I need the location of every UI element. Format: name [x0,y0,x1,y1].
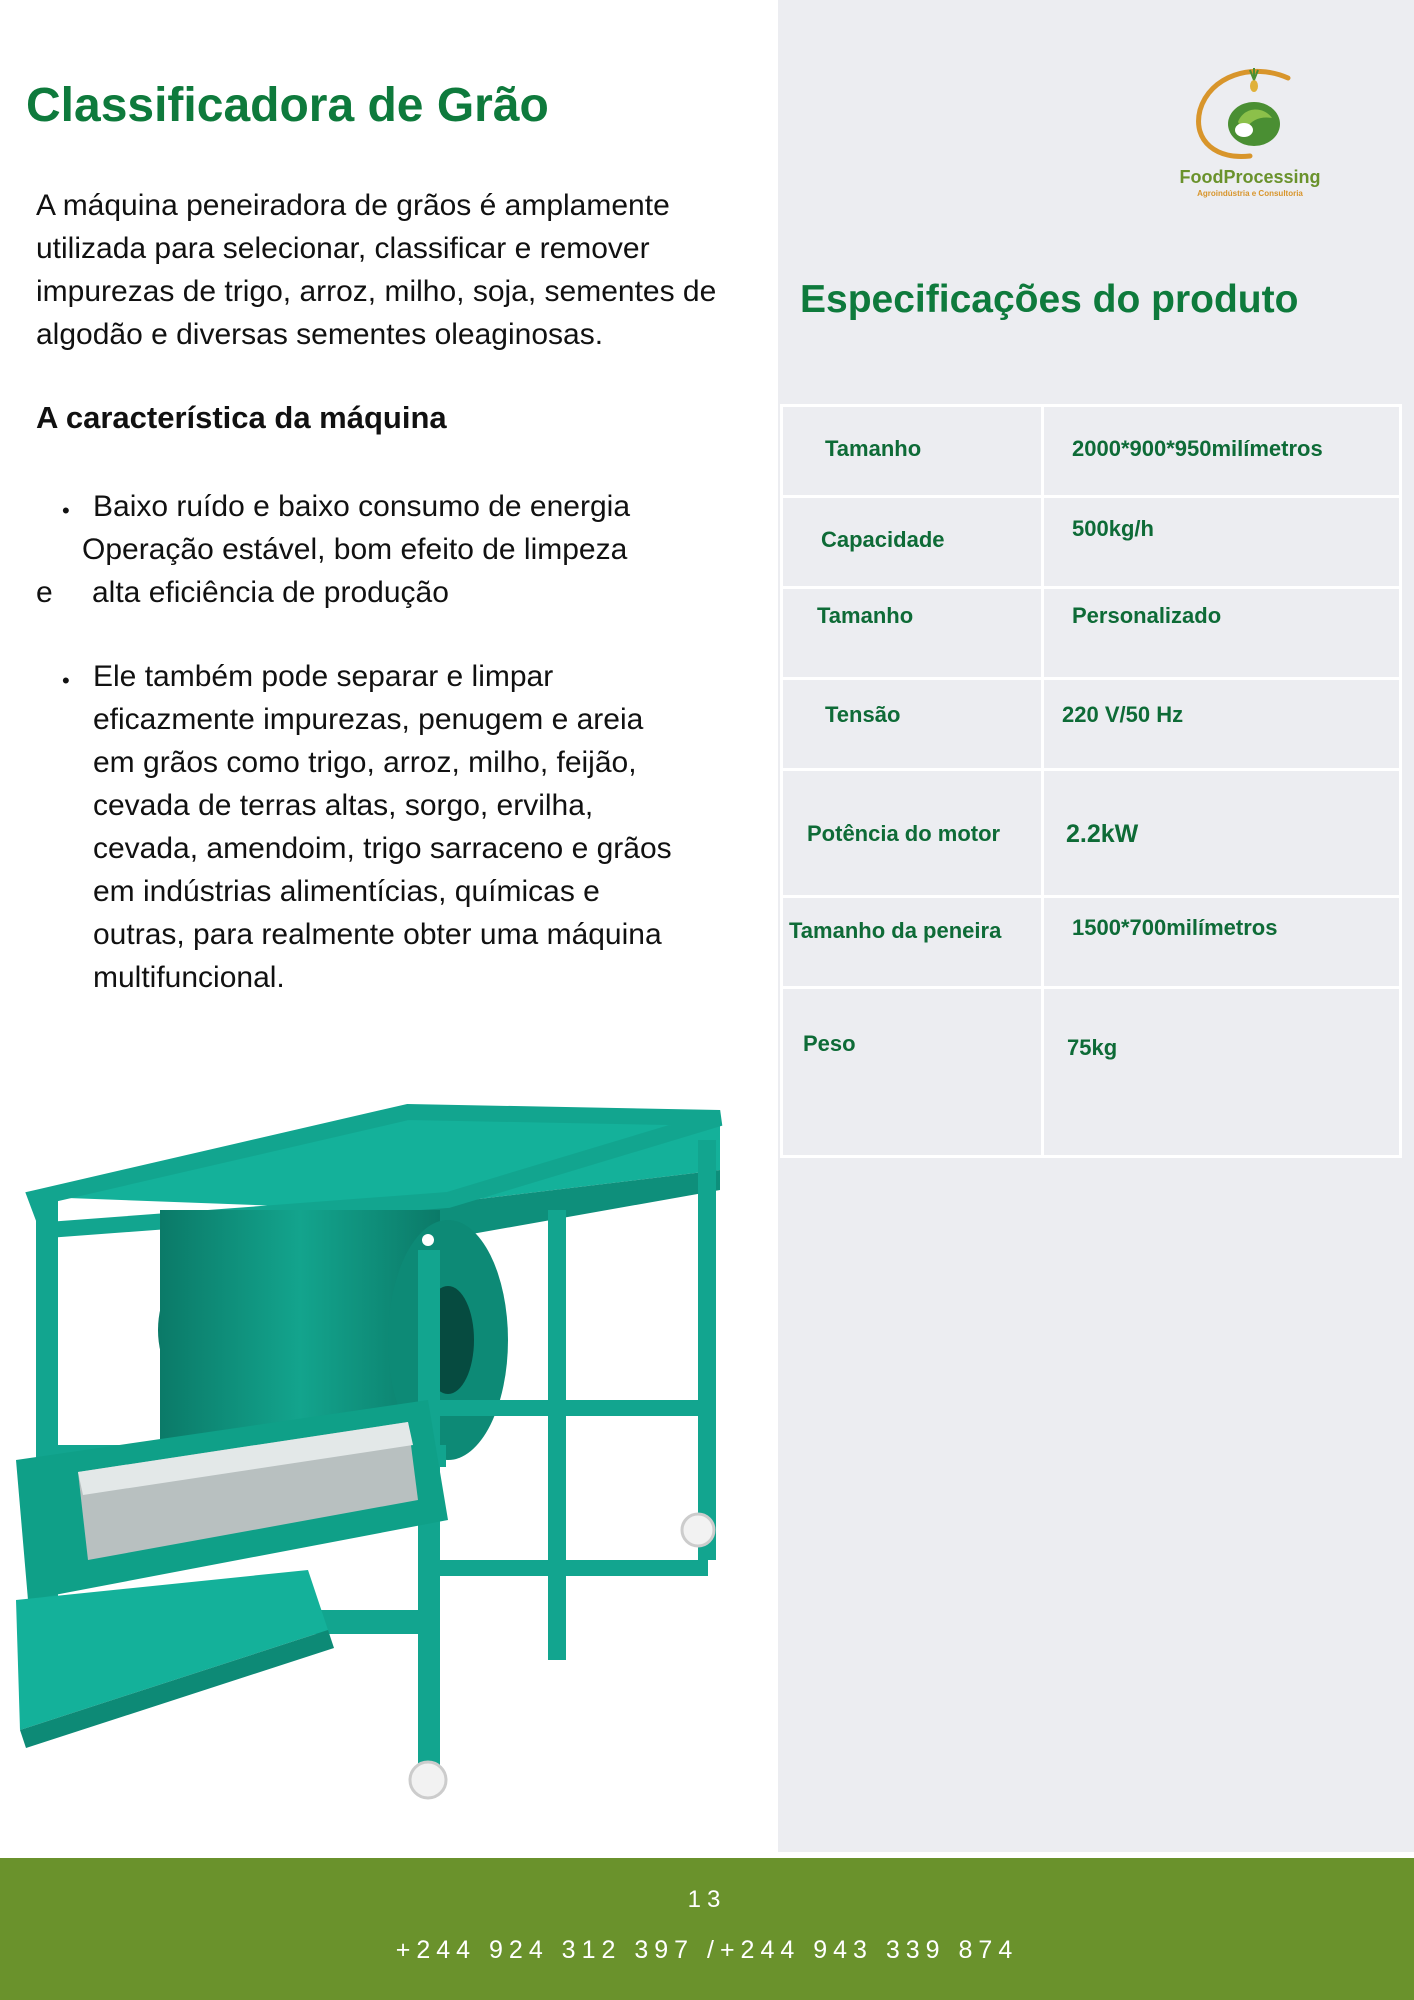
spec-value-cell [1041,986,1402,1158]
spec-label-cell [780,495,1044,589]
spec-value: Personalizado [1072,603,1222,628]
spec-label-cell [780,768,1044,898]
spec-label: Tensão [825,702,901,727]
spec-row [780,895,1402,989]
spec-value: 500kg/h [1072,516,1154,541]
spec-label: Tamanho da peneira [789,918,1002,943]
page-number: 13 [687,1886,727,1913]
footer [0,1858,1414,2000]
feature-item-2-line: cevada de terras altas, sorgo, ervilha, [93,789,594,822]
spec-row [780,768,1402,898]
spec-row [780,986,1402,1158]
spec-label: Capacidade [821,527,945,552]
contact-phones: +244 924 312 397 /+244 943 339 874 [395,1936,1019,1964]
spec-value-cell [1041,677,1402,771]
spec-label: Peso [803,1031,856,1056]
feature-item-2-line: outras, para realmente obter uma máquina [93,918,662,951]
spec-label: Tamanho [817,603,914,628]
spec-label-cell [780,586,1044,680]
bullet-dot: • [62,668,70,693]
feature-item-1-line-1: Baixo ruído e baixo consumo de energia [93,490,631,523]
spec-value: 1500*700milímetros [1072,915,1278,940]
spec-label-cell [780,895,1044,989]
spec-value-cell [1041,586,1402,680]
spec-label-cell [780,404,1044,498]
spec-row [780,404,1402,498]
bullet-dot: • [62,498,70,523]
spec-value: 75kg [1067,1035,1118,1060]
spec-label: Potência do motor [807,821,1001,846]
features-heading: A característica da máquina [36,400,447,435]
logo-tagline: Agroindústria e Consultoria [1197,189,1303,198]
feature-item-1-prefix: e [36,576,53,609]
spec-value-cell [1041,404,1402,498]
spec-value-cell [1041,895,1402,989]
intro-paragraph: A máquina peneiradora de grãos é amplamente utilizada para selecionar, classificar e remover impurezas de trigo, arroz, milho, soja, sementes de algodão e diversas sementes oleaginosas. [36,189,717,351]
feature-item-2-line: em grãos como trigo, arroz, milho, feijão, [93,746,637,779]
spec-value: 2.2kW [1066,820,1139,848]
grain-sieve-machine-image [8,1100,724,1810]
spec-row [780,586,1402,680]
feature-item-2-line: cevada, amendoim, trigo sarraceno e grãos [93,832,672,865]
feature-item-2-line: multifuncional. [93,961,285,994]
feature-item-2-line: em indústrias alimentícias, químicas e [93,875,600,908]
logo-name: FoodProcessing [1179,167,1321,187]
spec-value-cell [1041,768,1402,898]
spec-row [780,495,1402,589]
spec-row [780,677,1402,771]
specs-table [780,404,1402,1158]
feature-item-1-line-3: alta eficiência de produção [92,576,449,609]
spec-label: Tamanho [825,436,922,461]
feature-item-2-line: Ele também pode separar e limpar [93,660,554,693]
feature-item-1-line-2: Operação estável, bom efeito de limpeza [82,533,628,566]
spec-label-cell [780,677,1044,771]
spec-value-cell [1041,495,1402,589]
spec-label-cell [780,986,1044,1158]
spec-value: 220 V/50 Hz [1062,702,1184,727]
feature-item-2-line: eficazmente impurezas, penugem e areia [93,703,644,736]
page-title: Classificadora de Grão [26,79,549,132]
specs-title: Especificações do produto [800,278,1299,321]
spec-value: 2000*900*950milímetros [1072,436,1323,461]
